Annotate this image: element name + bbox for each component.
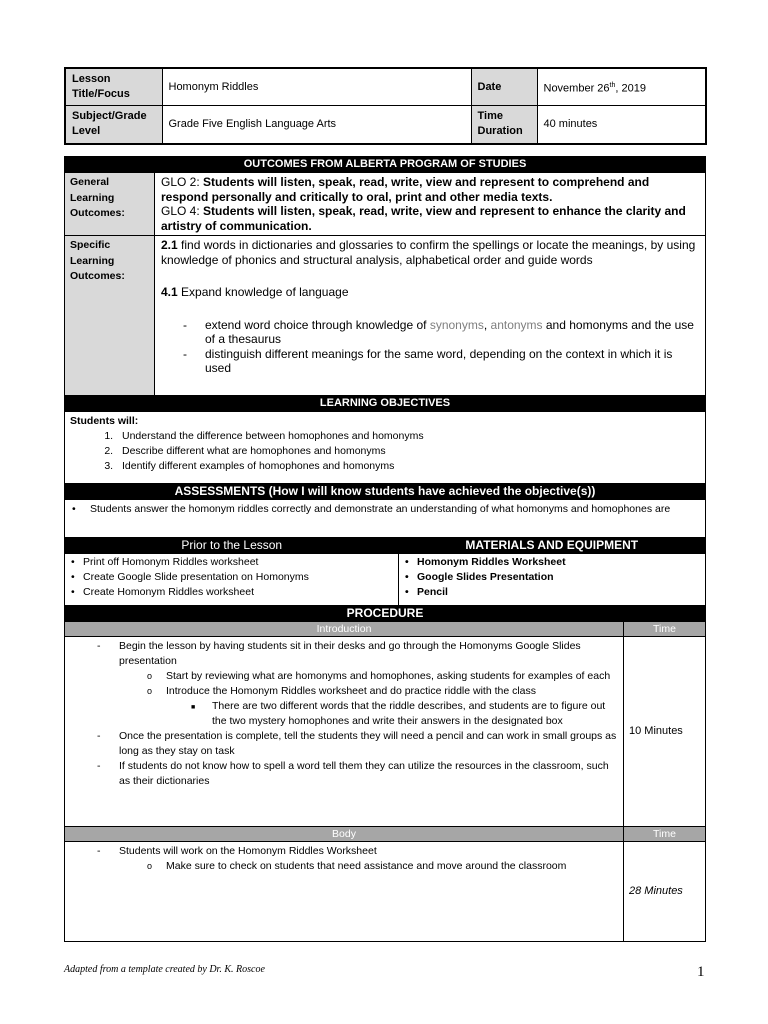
outcomes-title: OUTCOMES FROM ALBERTA PROGRAM OF STUDIES (65, 157, 706, 173)
list-item: • Students answer the homonym riddles correctly and demonstrate an understanding of what homonyms and homophones are (70, 502, 700, 517)
slo-4-1-list (161, 318, 699, 376)
list-item: • Homonym Riddles Worksheet (403, 555, 701, 570)
introduction-label: Introduction (65, 622, 624, 637)
introduction-content (65, 637, 624, 827)
body-time-label: Time (624, 827, 706, 842)
date-label: Date (471, 68, 537, 106)
specific-outcomes-content (155, 236, 706, 396)
glo2: GLO 2: Students will listen, speak, read, write, view and represent to comprehend and respond personally and critically to oral, print and other media texts. (161, 175, 650, 204)
time-value: 40 minutes (537, 106, 706, 144)
list-item: • Google Slides Presentation (403, 570, 701, 585)
slo-2-1: 2.1 find words in dictionaries and glossaries to confirm the spellings or locate the meanings, by using knowledge of phonics and structural analysis, alphabetical order and guide words (161, 238, 696, 267)
general-outcomes-label: General Learning Outcomes: (65, 173, 155, 236)
list-item: - Begin the lesson by having students sit in their desks and go through the Homonyms Google Slides presentation o Start by reviewing what are homonyms and homophones, asking students for examples of each o Introduce the Homonym Riddles worksheet and do practice riddle with the class ■ There are two different words that the riddle describes, and students are to figure out the two mystery homophones and write their answers in the designated box (69, 639, 619, 729)
prior-title: Prior to the Lesson (65, 538, 399, 554)
time-label: Time Duration (471, 106, 537, 144)
date-value: November 26th, 2019 (537, 68, 706, 106)
lesson-title-label: Lesson Title/Focus (65, 68, 162, 106)
list-item: 3. Identify different examples of homophones and homonyms (116, 459, 700, 474)
specific-outcomes-label: Specific Learning Outcomes: (65, 236, 155, 396)
body-label: Body (65, 827, 624, 842)
objectives-title: LEARNING OBJECTIVES (65, 396, 706, 412)
lesson-plan-table (64, 156, 706, 942)
glo4: GLO 4: Students will listen, speak, read, write, view and represent to enhance the clarity and artistry of communication. (161, 204, 686, 233)
list-item: o Make sure to check on students that need assistance and move around the classroom (147, 860, 567, 872)
lesson-title-value: Homonym Riddles (162, 68, 471, 106)
lesson-header-table (64, 67, 707, 145)
page-number: 1 (697, 964, 705, 980)
list-item: 1. Understand the difference between homophones and homonyms (116, 429, 700, 444)
general-outcomes-content (155, 173, 706, 236)
list-item: • Create Homonym Riddles worksheet (69, 585, 394, 600)
intro-time-value: 10 Minutes (624, 637, 706, 827)
body-steps (69, 844, 619, 874)
list-item: - If students do not know how to spell a word tell them they can utilize the resources in the classroom, such as their dictionaries (97, 760, 609, 787)
list-item: 2. Describe different what are homophones and homonyms (116, 444, 700, 459)
list-item: - distinguish different meanings for the same word, depending on the context in which it is used (183, 346, 673, 375)
list-item: • Print off Homonym Riddles worksheet (69, 555, 394, 570)
procedure-title: PROCEDURE (65, 606, 706, 622)
prior-content (65, 554, 399, 606)
list-item: • Pencil (403, 585, 701, 600)
materials-content (399, 554, 706, 606)
objectives-content (65, 412, 706, 484)
objectives-list (70, 429, 700, 474)
list-item: - Students will work on the Homonym Riddles Worksheet o Make sure to check on students that need assistance and move around the classroom (69, 844, 619, 874)
intro-time-label: Time (624, 622, 706, 637)
list-item: o Introduce the Homonym Riddles worksheet and do practice riddle with the class ■ There are two different words that the riddle describes, and students are to figure out the two mystery homophones and write their answers in the designated box (69, 684, 619, 729)
subject-label: Subject/Grade Level (65, 106, 162, 144)
materials-title: MATERIALS AND EQUIPMENT (399, 538, 706, 554)
list-item: - extend word choice through knowledge of synonyms, antonyms and homonyms and the use of a thesaurus (183, 317, 694, 346)
slo-4-1: 4.1 Expand knowledge of language (161, 285, 349, 299)
body-content (65, 842, 624, 942)
list-item: o Start by reviewing what are homonyms and homophones, asking students for examples of each (147, 670, 611, 682)
body-time-value: 28 Minutes (624, 842, 706, 942)
objectives-intro: Students will: (70, 415, 139, 427)
intro-steps (69, 639, 619, 789)
list-item: ■ There are two different words that the riddle describes, and students are to figure out the two mystery homophones and write their answers in the designated box (191, 700, 606, 727)
list-item: - Once the presentation is complete, tell the students they will need a pencil and can work in small groups as long as they stay on task (97, 730, 617, 757)
footer-credit: Adapted from a template created by Dr. K. Roscoe (64, 964, 265, 975)
list-item: • Create Google Slide presentation on Homonyms (69, 570, 394, 585)
assessments-content (65, 500, 706, 538)
assessments-title: ASSESSMENTS (How I will know students have achieved the objective(s)) (65, 484, 706, 500)
subject-value: Grade Five English Language Arts (162, 106, 471, 144)
